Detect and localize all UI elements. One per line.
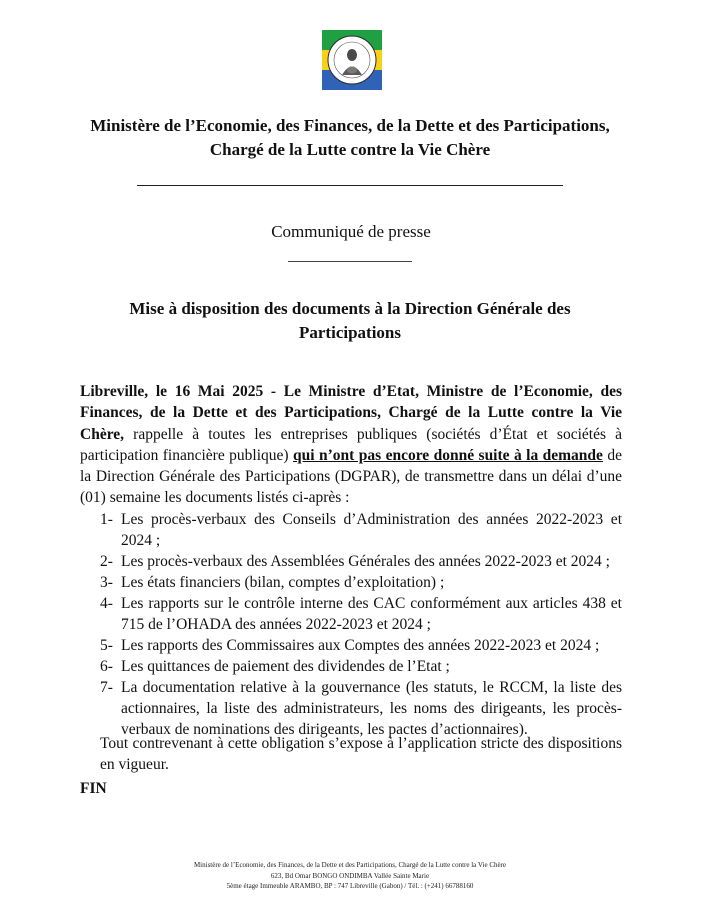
- list-item-number: 6-: [100, 658, 113, 675]
- list-item-text: La documentation relative à la gouvernance (les statuts, le RCCM, la liste des actionnaires, la liste des administrateurs, les noms des dirigeants, les procès-verbaux de nominations des dirigeants, les pactes d’actionnaires).: [121, 679, 622, 738]
- list-item-text: Les rapports sur le contrôle interne des CAC conformément aux articles 438 et 715 de l’OHADA des années 2022-2023 et 2024 ;: [121, 595, 622, 633]
- dateline-lead: Libreville, le 16 Mai 2025 - Le Ministre d’Etat, Ministre de l’Economie, des Finances, de la Dette et des Participations, Chargé de la Lutte contre la Vie Chère,: [80, 383, 622, 443]
- end-marker: FIN: [80, 780, 107, 797]
- ministry-title: Ministère de l’Economie, des Finances, de la Dette et des Participations, Chargé de la Lutte contre la Vie Chère: [90, 116, 610, 159]
- list-item-number: 2-: [100, 553, 113, 570]
- list-item: [100, 509, 622, 551]
- list-item-number: 5-: [100, 637, 113, 654]
- list-item: [100, 572, 622, 593]
- footer-line-contact: 5ème étage Immeuble ARAMBO, BP : 747 Libreville (Gabon) / Tél. : (+241) 66788160: [226, 882, 474, 890]
- list-item-text: Les quittances de paiement des dividendes de l’Etat ;: [121, 658, 450, 675]
- list-item-number: 7-: [100, 679, 113, 696]
- list-item-text: Les procès-verbaux des Conseils d’Administration des années 2022-2023 et 2024 ;: [121, 511, 622, 549]
- documents-list: [100, 509, 622, 740]
- footer-line-ministry: Ministère de l’Economie, des Finances, de la Dette et des Participations, Chargé de la Lutte contre la Vie Chère: [193, 861, 507, 869]
- body-paragraph: [80, 381, 622, 509]
- header-divider: [137, 185, 563, 186]
- list-item-text: Les rapports des Commissaires aux Comptes des années 2022-2023 et 2024 ;: [121, 637, 600, 654]
- subject-heading: Mise à disposition des documents à la Direction Générale des Participations: [129, 299, 571, 342]
- list-item: [100, 551, 622, 572]
- list-item-number: 1-: [100, 511, 113, 528]
- footer-line-address: 623, Bd Omar BONGO ONDIMBA Vallée Sainte Marie: [270, 871, 430, 880]
- closing-paragraph: Tout contrevenant à cette obligation s’expose à l’application stricte des dispositions en vigueur.: [100, 735, 622, 773]
- list-item: [100, 593, 622, 635]
- list-item: [100, 635, 622, 656]
- list-item: [100, 677, 622, 740]
- gabon-republic-emblem-icon: [322, 30, 382, 90]
- body-text-1: rappelle à toutes les entreprises publiques (sociétés d’État et sociétés à participation financière publique): [80, 425, 622, 464]
- list-item-number: 3-: [100, 574, 113, 591]
- list-item-text: Les procès-verbaux des Assemblées Générales des années 2022-2023 et 2024 ;: [121, 553, 610, 570]
- body-text-2: de la Direction Générale des Participations (DGPAR), de transmettre dans un délai d’une (01) semaine les documents listés ci-après :: [80, 446, 622, 507]
- list-item: [100, 656, 622, 677]
- document-type: Communiqué de presse: [271, 222, 431, 241]
- list-item-text: Les états financiers (bilan, comptes d’exploitation) ;: [121, 574, 445, 591]
- document-type-divider: [288, 261, 412, 262]
- list-item-number: 4-: [100, 595, 113, 612]
- body-highlight: qui n’ont pas encore donné suite à la demande: [293, 446, 603, 464]
- footer: [150, 860, 550, 892]
